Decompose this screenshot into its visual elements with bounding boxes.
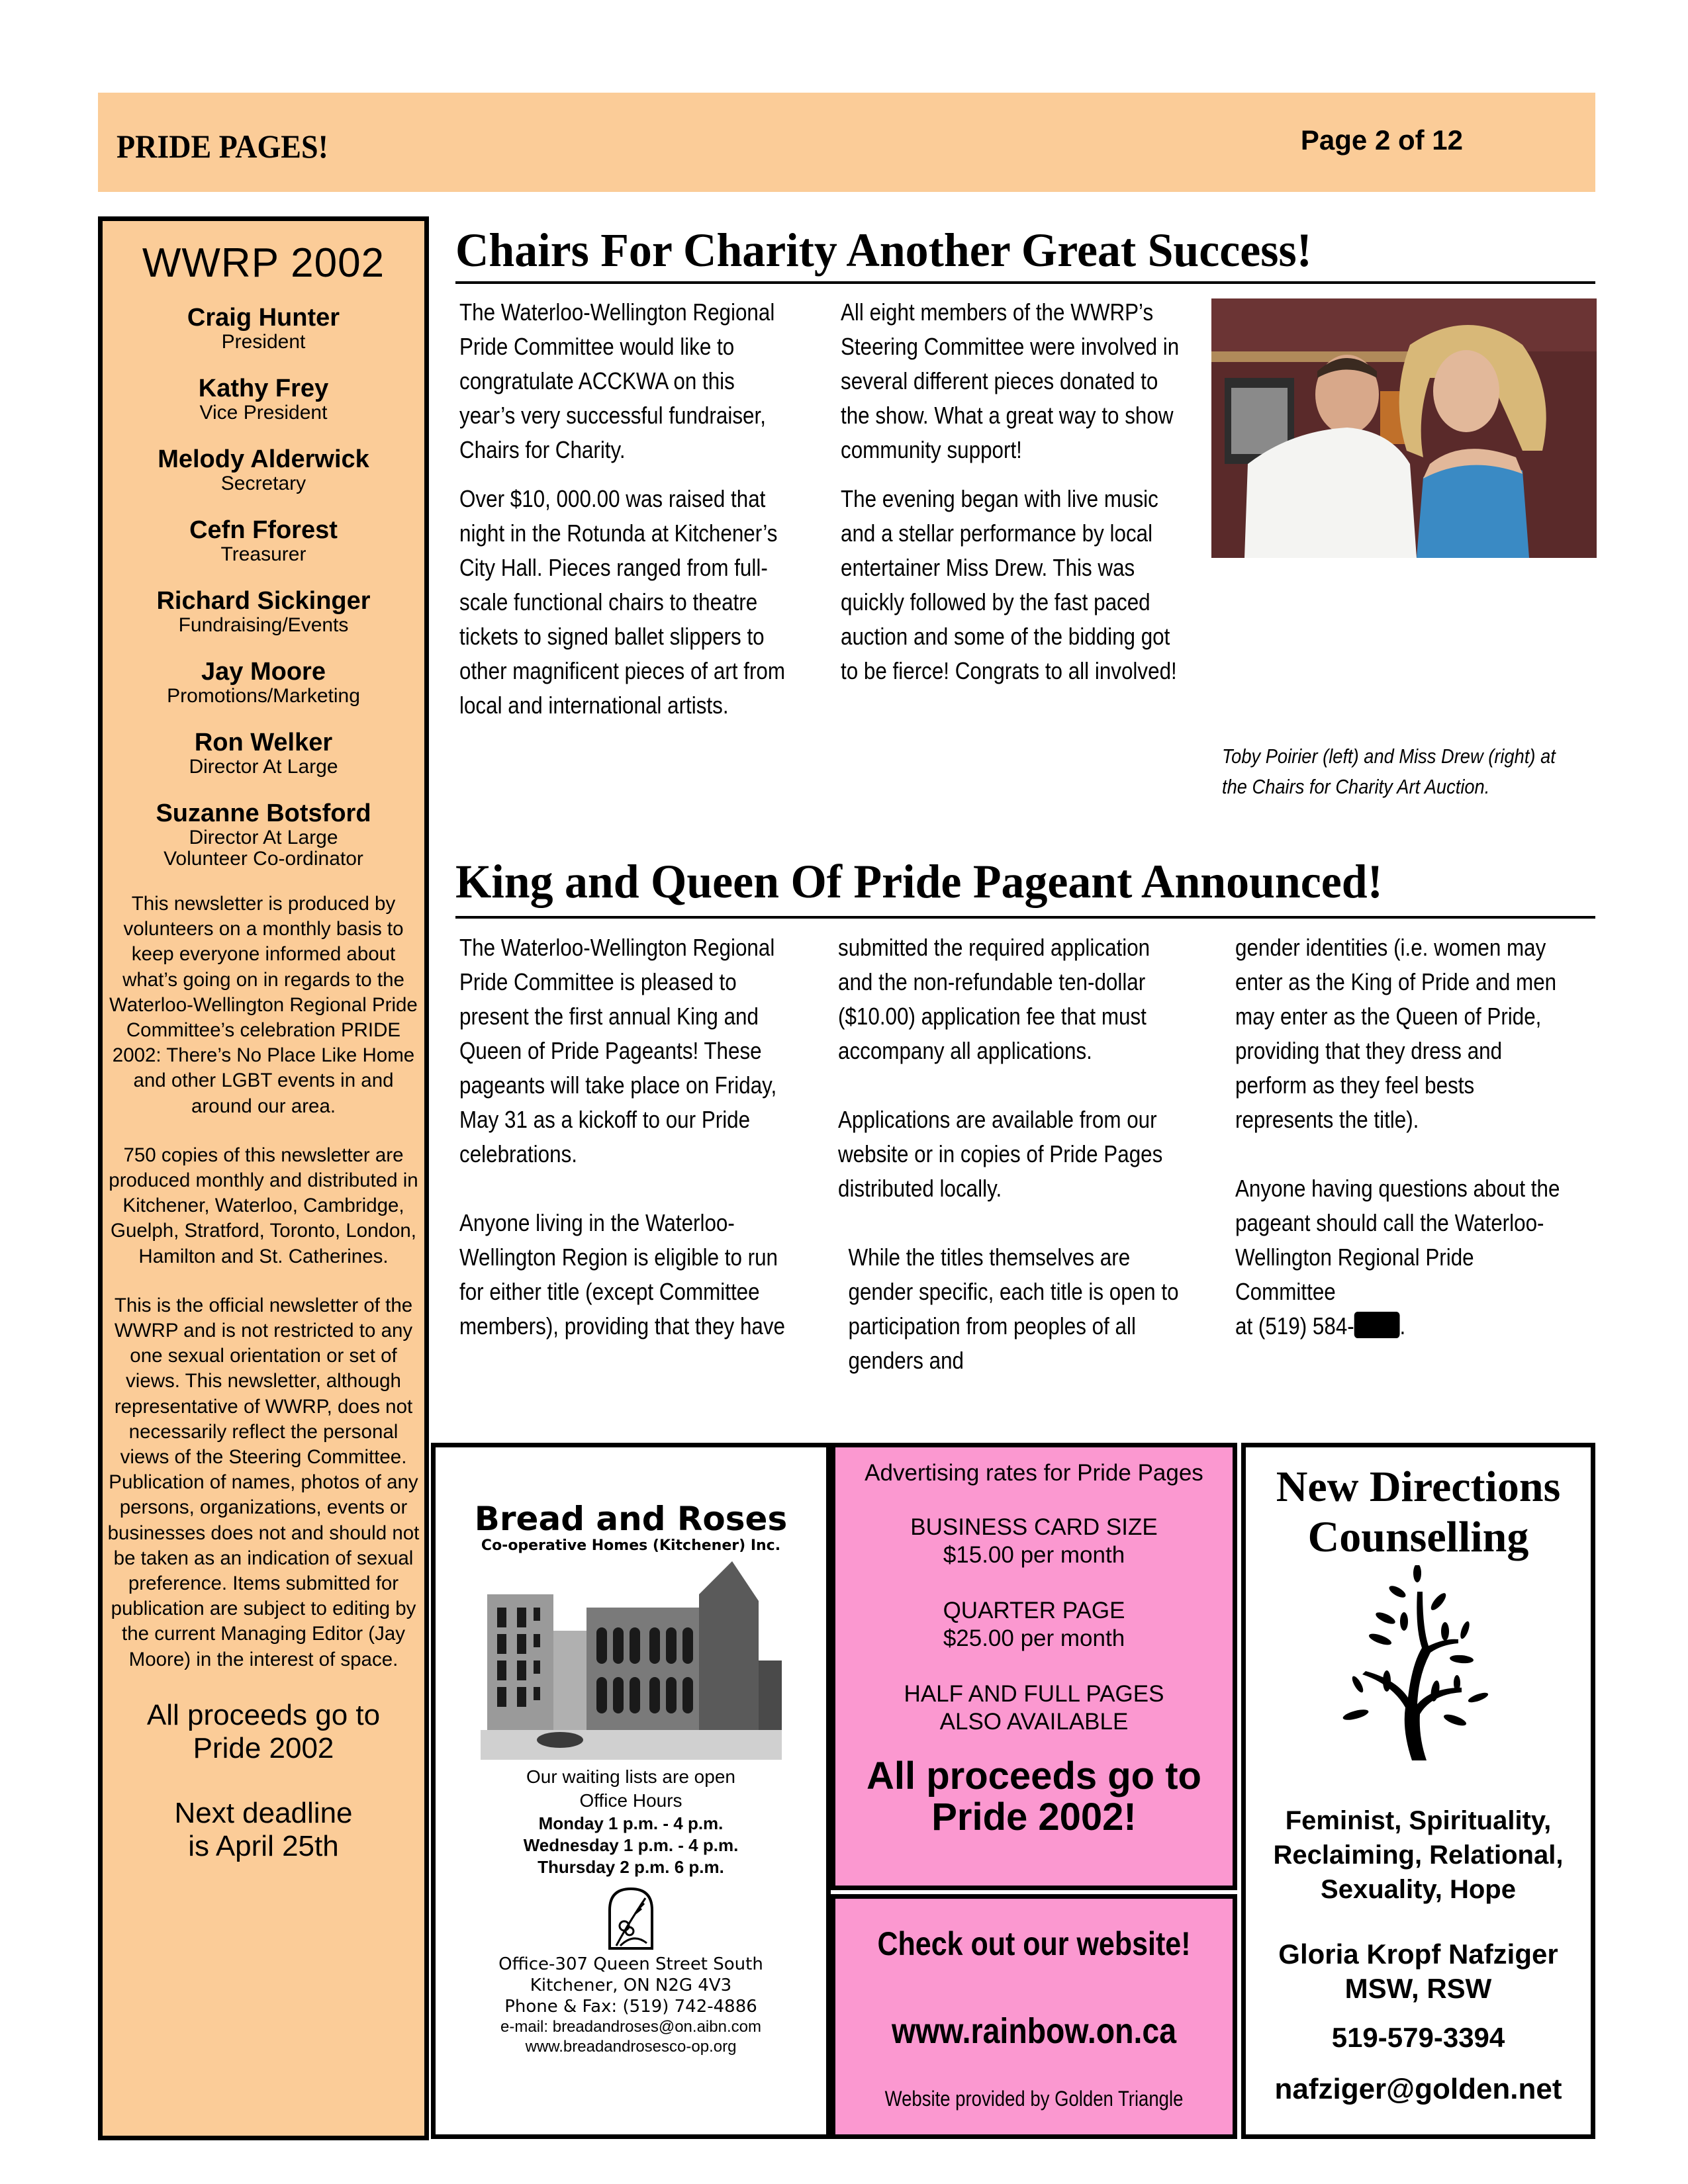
rates-proceeds: All proceeds go to Pride 2002! (867, 1754, 1201, 1839)
member (103, 587, 424, 636)
member-name: Cefn Fforest (189, 516, 338, 544)
paragraph: Over $10, 000.00 was raised that night in the Rotunda at Kitchener’s City Hall. Pieces ranged from full-scale functional chairs to theatre tickets to signed ballet slippers to other magnificent pieces of art from local and international artists. (459, 485, 786, 719)
member (103, 799, 424, 870)
member-role: President (221, 331, 306, 353)
rates-title: Advertising rates for Pride Pages (865, 1460, 1203, 1486)
paragraph: Anyone living in the Waterloo-Wellington Region is eligible to run for either title (except Committee members), providing that they have (459, 1209, 786, 1340)
paragraph-text: Anyone having questions about the pageant should call the Waterloo-Wellington Regional Pride Committee (1235, 1175, 1560, 1305)
phone-suffix: . (1399, 1312, 1406, 1340)
article-headline: King and Queen Of Pride Pageant Announced! (455, 855, 1383, 908)
member-name: Kathy Frey (198, 375, 329, 402)
paragraph: The Waterloo-Wellington Regional Pride Committee would like to congratulate ACCKWA on this year’s very successful fundraiser, Chairs for Charity. (459, 298, 775, 463)
member-name: Suzanne Botsford (156, 799, 371, 827)
headline-rule (455, 281, 1595, 284)
rate-price: $15.00 per month (943, 1542, 1125, 1568)
event-photo (1211, 298, 1597, 558)
rate-item (835, 1597, 1233, 1653)
member (103, 375, 424, 424)
member-role: Treasurer (220, 543, 306, 565)
paragraph: Applications are available from our website or in copies of Pride Pages distributed locally. (838, 1106, 1163, 1202)
newsletter-title: PRIDE PAGES! (117, 128, 328, 165)
hours-line: Thursday 2 p.m. 6 p.m. (538, 1857, 724, 1877)
disclaimer-text: This is the official newsletter of the WWRP and is not restricted to any one sexual orientation or set of views. This newsletter, although representative of WWRP, does not necessarily reflect the personal views of the Steering Committee. Publication of names, photos of any persons, organizations, events or businesses does not and should not be taken as an indication of sexual preference. Items submitted for publication are subject to editing by the current Managing Editor (Jay Moore) in the interest of space. (107, 1294, 420, 1670)
header-bar (98, 93, 1595, 192)
office-hours-label: Office Hours (579, 1790, 682, 1811)
email-link[interactable]: e-mail: breadandroses@on.aibn.com (500, 2018, 761, 2036)
member-role: Promotions/Marketing (167, 685, 360, 707)
article2-col1 (459, 931, 795, 1378)
wheat-rose-logo-icon (607, 1886, 655, 1950)
redaction-block (1354, 1312, 1400, 1338)
phone-prefix: at (519) 584- (1235, 1312, 1354, 1340)
member-name: Craig Hunter (187, 304, 340, 332)
counselling-ad (1241, 1443, 1595, 2139)
paragraph: gender identities (i.e. women may enter as the King of Pride and men may enter as the Queen of Pride, providing that they dress and perform as they feel bests represents the title). (1235, 934, 1557, 1133)
counsellor-credentials: MSW, RSW (1344, 1973, 1492, 2004)
about-text: This newsletter is produced by volunteers on a monthly basis to keep everyone informed about what’s going on in regards to the Waterloo-Wellington Regional Pride Committee’s celebration PRIDE 2002: There’s No Place Like Home and other LGBT events in and around our area. (109, 893, 418, 1117)
article1-col1 (459, 295, 795, 737)
paragraph: submitted the required application and the non-refundable ten-dollar ($10.00) application fee that must accompany all applications. (838, 934, 1150, 1064)
paragraph: The evening began with live music and a stellar performance by local entertainer Miss Drew. This was quickly followed by the fast paced auction and some of the bidding got to be fierce! Congrats to all involved! (841, 485, 1177, 684)
member-role: Volunteer Co-ordinator (164, 848, 363, 870)
paragraph (1235, 1171, 1577, 1343)
member-name: Jay Moore (201, 658, 326, 686)
proceeds-text: All proceeds go to Pride 2002 (146, 1698, 381, 1764)
bread-and-roses-ad (431, 1443, 831, 2139)
member-role: Director At Large (189, 756, 338, 778)
website-ad (831, 1894, 1237, 2139)
paragraph: The Waterloo-Wellington Regional Pride Committee is pleased to present the first annual King and Queen of Pride Pageants! These pageants will take place on Friday, May 31 as a kickoff to our Pride celebrations. (459, 934, 777, 1167)
member (103, 304, 424, 353)
ad-subtitle: Co-operative Homes (Kitchener) Inc. (481, 1537, 781, 1554)
sidebar (98, 216, 429, 2140)
member (103, 445, 424, 494)
member (103, 658, 424, 707)
sidebar-title: WWRP 2002 (142, 240, 385, 286)
deadline-text: Next deadline is April 25th (174, 1796, 353, 1862)
distribution-text: 750 copies of this newsletter are produced monthly and distributed in Kitchener, Waterloo, Cambridge, Guelph, Stratford, Toronto, London, Hamilton and St. Catherines. (109, 1144, 418, 1267)
member-role: Director At Large (189, 827, 338, 848)
member-name: Richard Sickinger (156, 587, 371, 615)
paragraph: All eight members of the WWRP’s Steering Committee were involved in several different pieces donated to the show. What a great way to show community support! (841, 298, 1180, 463)
article-headline: Chairs For Charity Another Great Success! (455, 224, 1312, 277)
hours-line: Monday 1 p.m. - 4 p.m. (538, 1813, 724, 1833)
member-role: Fundraising/Events (178, 614, 349, 636)
rate-name: HALF AND FULL PAGES (904, 1681, 1164, 1707)
counselling-specialties: Feminist, Spirituality, Reclaiming, Relational, Sexuality, Hope (1273, 1806, 1564, 1904)
rate-name: QUARTER PAGE (943, 1598, 1125, 1623)
hours-line: Wednesday 1 p.m. - 4 p.m. (523, 1835, 739, 1855)
counselling-title: New Directions Counselling (1276, 1463, 1561, 1561)
article2-col2 (838, 931, 1180, 1412)
member (103, 729, 424, 778)
address-line: Office-307 Queen Street South (498, 1954, 763, 1974)
counsellor-name: Gloria Kropf Nafziger (1278, 1938, 1558, 1970)
building-photo (481, 1561, 782, 1760)
rate-item (835, 1514, 1233, 1569)
website-heading: Check out our website! (877, 1925, 1191, 1962)
rate-item (835, 1680, 1233, 1736)
member-role: Vice President (199, 402, 328, 424)
counsellor-email-link[interactable]: nafziger@golden.net (1274, 2073, 1562, 2105)
ad-title: Bread and Roses (474, 1500, 788, 1538)
page-number: Page 2 of 12 (1300, 124, 1463, 156)
rate-name: BUSINESS CARD SIZE (910, 1514, 1158, 1540)
headline-rule (455, 916, 1595, 919)
address-line: Kitchener, ON N2G 4V3 (530, 1976, 732, 1995)
rate-price: $25.00 per month (943, 1625, 1125, 1651)
counsellor-phone: 519-579-3394 (1331, 2022, 1505, 2053)
member-name: Melody Alderwick (158, 445, 369, 473)
phone-fax: Phone & Fax: (519) 742-4886 (504, 1997, 757, 2017)
paragraph: While the titles themselves are gender specific, each title is open to participation from peoples of all genders and (848, 1244, 1179, 1374)
rate-price: ALSO AVAILABLE (939, 1709, 1129, 1735)
website-url-link[interactable]: www.rainbow.on.ca (891, 2011, 1177, 2051)
website-credit: Website provided by Golden Triangle (884, 2087, 1184, 2111)
waiting-list-text: Our waiting lists are open (526, 1766, 735, 1787)
photo-caption: Toby Poirier (left) and Miss Drew (right) at the Chairs for Charity Art Auction. (1222, 745, 1556, 798)
article1-col2 (841, 295, 1187, 703)
member-role: Secretary (220, 473, 306, 494)
member (103, 516, 424, 565)
tree-icon (1339, 1565, 1498, 1764)
website-link[interactable]: www.breadandrosesco-op.org (525, 2038, 737, 2056)
member-name: Ron Welker (194, 729, 333, 756)
advertising-rates-ad (831, 1443, 1237, 1890)
article2-col3 (1235, 931, 1577, 1343)
